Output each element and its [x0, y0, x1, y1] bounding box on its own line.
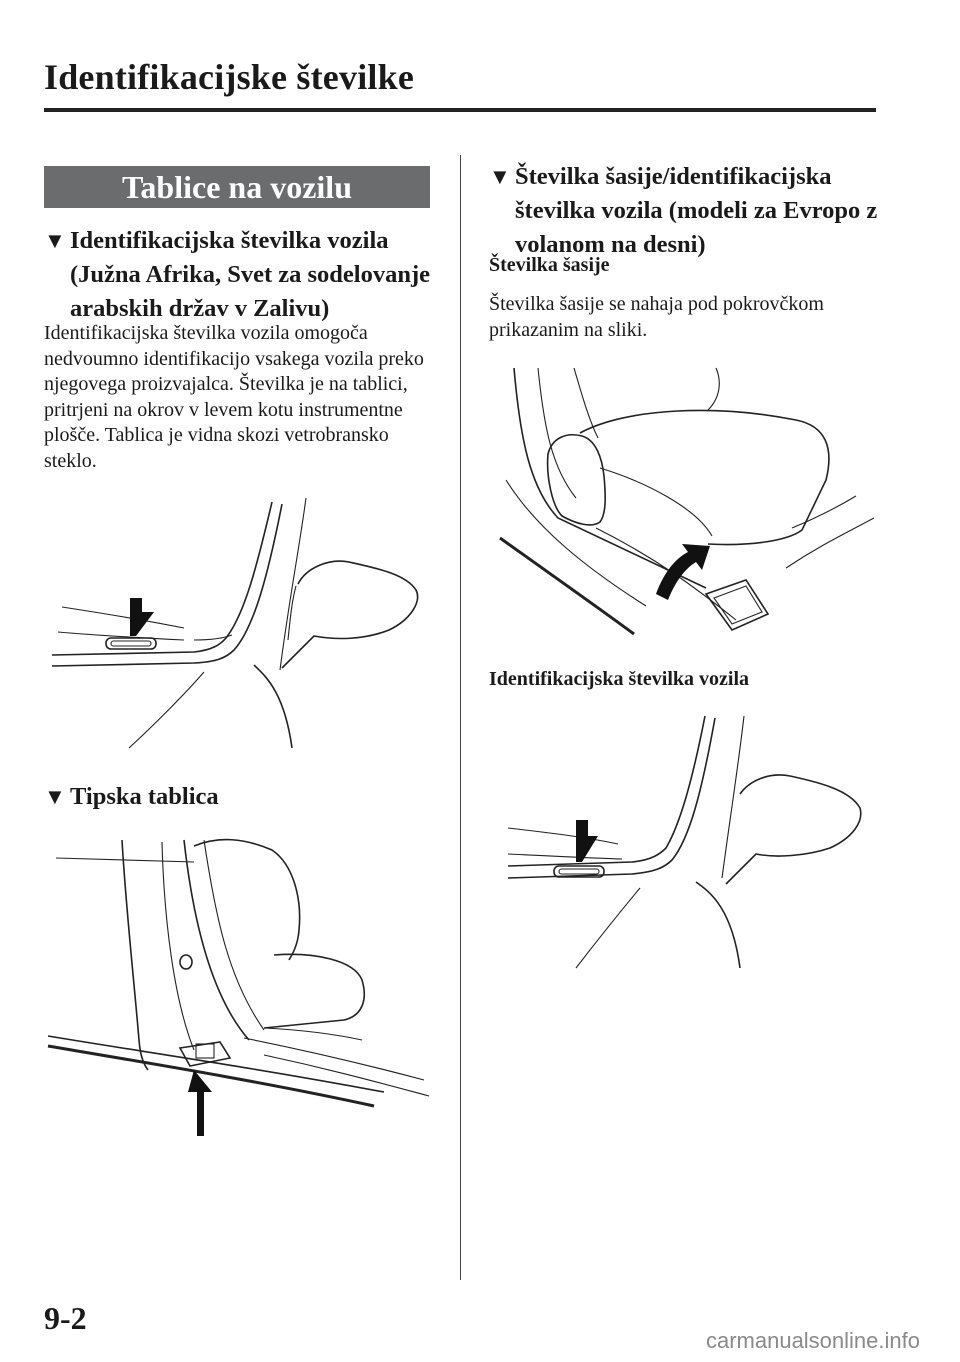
heading-chassis-number: ▼ Številka šasije/identifikacijska številka vozila (modeli za Evropo z volanom na desni): [489, 160, 889, 262]
sill-line-1: [48, 1036, 384, 1092]
b-pillar-edge: [204, 840, 264, 1030]
seat-cushion-seam: [600, 468, 712, 536]
fender-line: [129, 672, 204, 748]
pillar-edge: [280, 498, 306, 670]
title-rule: [44, 108, 876, 112]
b-pillar-mid: [162, 842, 194, 1050]
triangle-down-icon: ▼: [489, 164, 511, 189]
vin-plate-inner: [559, 869, 599, 874]
vin-plate: [106, 638, 156, 649]
b-pillar-left: [122, 840, 148, 1070]
caption-vin: Identifikacijska številka vozila: [489, 668, 750, 690]
figure-vin-dashboard-right: [500, 712, 880, 974]
mirror-mount: [288, 586, 296, 640]
a-pillar-outer: [52, 502, 272, 655]
fender-line: [576, 888, 640, 968]
type-plate-frame: [180, 1042, 230, 1066]
watermark: carmanualsonline.info: [705, 1328, 920, 1353]
side-mirror: [282, 561, 418, 668]
window-line: [56, 858, 194, 862]
seat-base: [264, 1028, 362, 1040]
page-number: 9-2: [44, 1300, 87, 1336]
figure-chassis-number: [496, 358, 881, 638]
a-pillar-outer: [508, 716, 705, 866]
seat-back: [194, 840, 300, 960]
dash-line-upper: [508, 828, 618, 844]
pillar-left-inner: [538, 368, 576, 498]
chassis-description: Številka šasije se nahaja pod pokrovčkom prikazanim na sliki.: [489, 293, 824, 341]
dash-line-upper: [62, 607, 184, 628]
heading-type-plate: ▼ Tipska tablica: [44, 780, 444, 814]
figure-type-plate: [44, 830, 434, 1150]
floor-line-thick: [500, 538, 634, 634]
figure-vin-dashboard-left: [44, 490, 434, 755]
a-pillar-inner: [508, 718, 715, 878]
triangle-down-icon: ▼: [44, 784, 66, 809]
floor-right-2: [792, 496, 856, 528]
triangle-down-icon: ▼: [44, 228, 66, 253]
arrow-curved-icon: [656, 544, 710, 600]
side-mirror: [726, 775, 861, 884]
pillar-left-edge: [574, 368, 598, 438]
arrow-down-icon: [130, 598, 154, 636]
seat-side-trim: [548, 435, 606, 525]
subhead-chassis: Številka šasije: [489, 254, 610, 276]
door-curve: [254, 665, 292, 748]
belt-anchor: [180, 955, 192, 969]
arrow-up-icon: [188, 1070, 212, 1136]
arrow-down-icon: [576, 820, 598, 862]
page-title: Identifikacijske številke: [44, 57, 414, 97]
a-pillar-inner: [52, 504, 282, 666]
column-divider: [460, 155, 461, 1280]
heading-vin-south-africa: ▼ Identifikacijska številka vozila (Južna Afrika, Svet za sodelovanje arabskih držav v Zalivu): [44, 224, 444, 326]
door-curve: [696, 882, 740, 968]
chassis-cover-inner: [714, 586, 762, 624]
dash-line-lower: [508, 854, 622, 859]
seat-cushion: [264, 954, 364, 1028]
type-plate: [196, 1044, 214, 1058]
seat-back-line: [708, 368, 719, 410]
pillar-left: [514, 368, 706, 588]
vin-plate-inner: [111, 641, 151, 646]
section-banner: Tablice na vozilu: [44, 166, 430, 208]
b-pillar-right: [184, 840, 249, 1040]
floor-line: [244, 1038, 424, 1080]
vin-description: Identifikacijska številka vozila omogoča nedvoumno identifikacijo vsakega vozila preko njegovega proizvajalca. Številka je na tablici, pritrjeni na okrov v levem kotu instrumentne plošče. Tablica je vidna skozi vetrobransko steklo.: [44, 322, 424, 472]
seat-cushion: [580, 410, 829, 544]
pillar-edge: [722, 716, 744, 878]
